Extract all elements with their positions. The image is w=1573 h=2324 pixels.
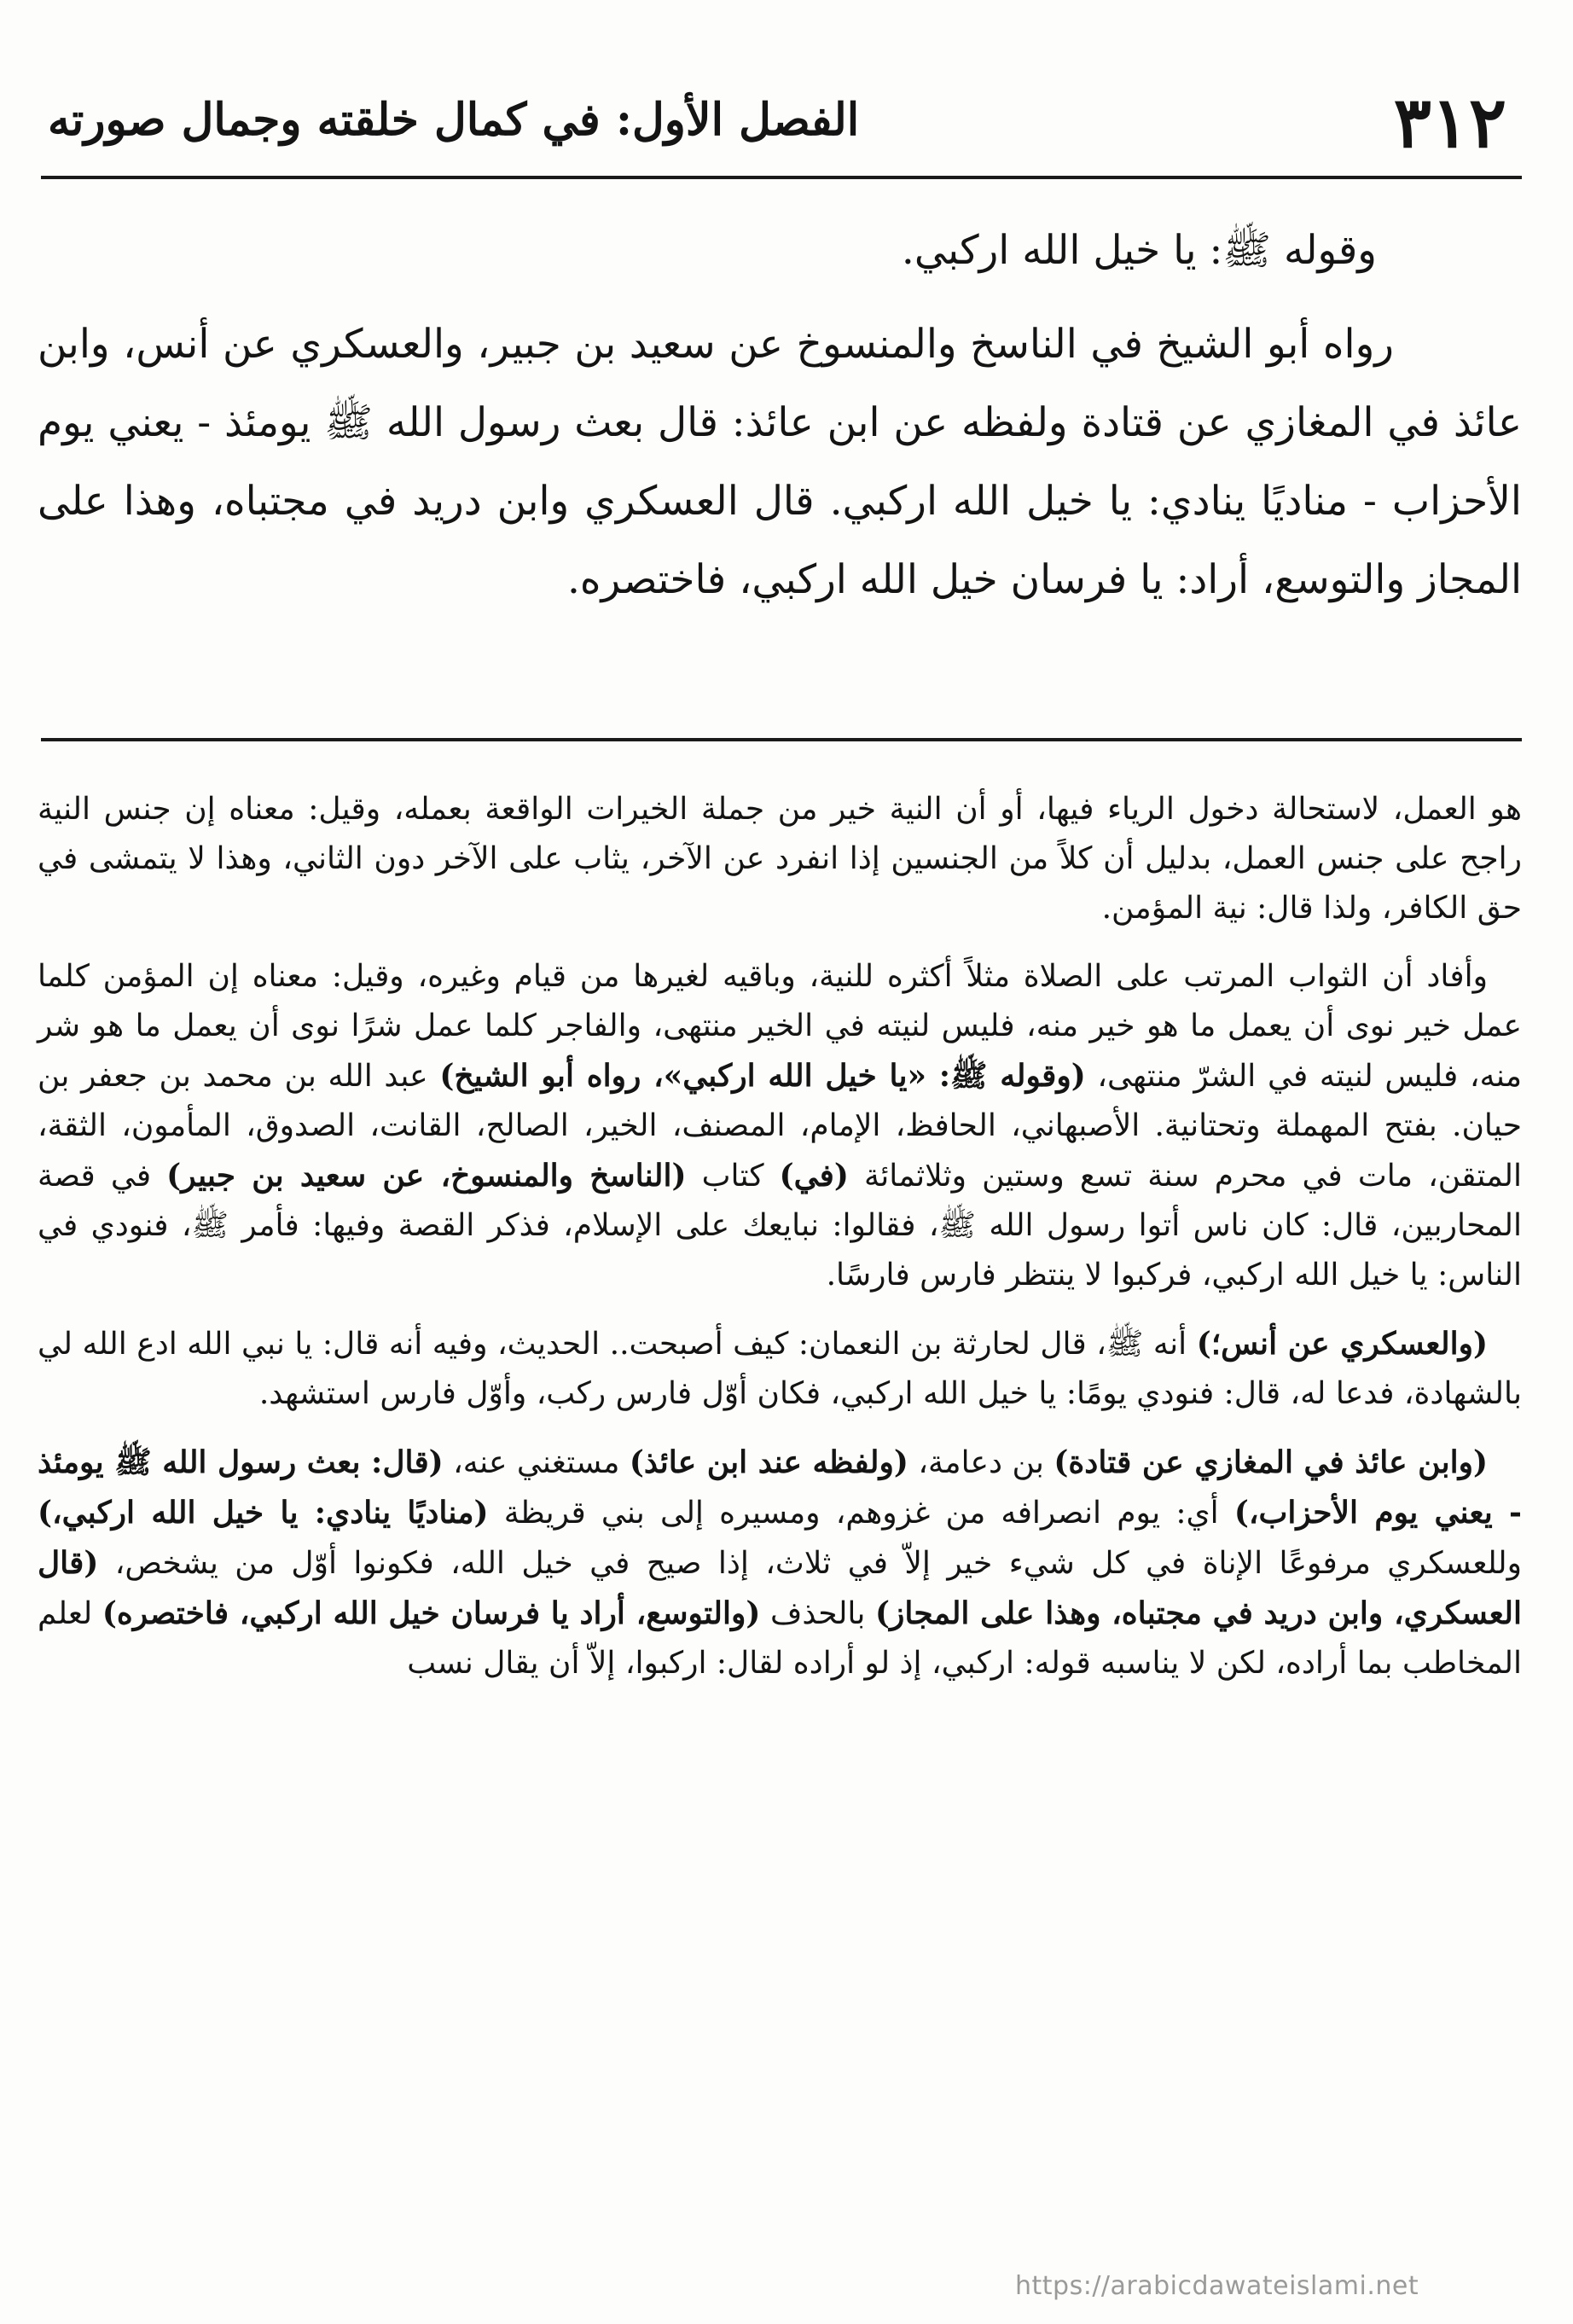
- text-run: وأفاد أن الثواب المرتب على الصلاة مثلاً أكثره للنية، وباقيه لغيرها من قيام وغيره، وقيل: معناه إن المؤمن كلما عمل خير نوى أن يعمل ما هو خير منه، فليس لنيته في الخير منتهى، والفاجر كلما عمل شرًا نوى أن يعمل ما هو شر منه، فليس لنيته في الشرّ منتهى،: [38, 959, 1523, 1094]
- chapter-title: الفصل الأول: في كمال خلقته وجمال صورته: [48, 94, 860, 146]
- page-header: [41, 82, 1522, 179]
- footnote-separator: [41, 738, 1522, 741]
- bold-run: (والعسكري عن أنس؛): [1196, 1326, 1488, 1362]
- bold-run: (قال: بعث رسول الله ﷺ يومئذ - يعني يوم الأحزاب،): [38, 1444, 1522, 1531]
- main-text-body: [38, 305, 1522, 619]
- commentary-paragraph-4: [38, 1438, 1522, 1688]
- bold-run: (قال العسكري، وابن دريد في مجتباه، وهذا على المجاز): [38, 1545, 1523, 1631]
- text-run: وللعسكري مرفوعًا الإناة في كل شيء خير إلاّ في ثلاث، إذا صيح في خيل الله، فكونوا أوّل من يشخص،: [98, 1546, 1522, 1581]
- bold-run: (وابن عائذ في المغازي عن قتادة): [1054, 1444, 1489, 1480]
- text-run: بن دعامة،: [908, 1445, 1054, 1480]
- bold-run: (وقوله ﷺ: «يا خيل الله اركبي»، رواه أبو الشيخ): [439, 1058, 1086, 1094]
- text-run: مستغني عنه،: [443, 1445, 630, 1480]
- commentary-section: [38, 785, 1522, 1707]
- main-text-top: [38, 212, 1377, 290]
- text-run: عبد الله بن محمد بن جعفر بن حيان. بفتح المهملة وتحتانية. الأصبهاني، الحافظ، الإمام، المصنف، الخير، الصالح، القانت، الصدوق، المأمون، الثقة، المتقن، مات في محرم سنة تسع وستين وثلاثمائة: [38, 1059, 1523, 1194]
- text-run: لعلم المخاطب بما أراده، لكن لا يناسبه قوله: اركبي، إذ لو أراده لقال: اركبوا، إلاّ أن يقال نسب: [38, 1596, 1522, 1681]
- main-quote-line: وقوله ﷺ: يا خيل الله اركبي.: [901, 227, 1377, 274]
- bold-run: (والتوسع، أراد يا فرسان خيل الله اركبي، فاختصره): [102, 1595, 761, 1631]
- text-run: أي: يوم انصرافه من غزوهم، ومسيره إلى بني قريظة: [488, 1496, 1234, 1531]
- text-run: بالحذف: [760, 1596, 876, 1631]
- commentary-paragraph-3: [38, 1319, 1522, 1419]
- commentary-paragraph-1: هو العمل، لاستحالة دخول الرياء فيها، أو أن النية خير من جملة الخيرات الواقعة بعمله، وقيل: معناه إن جنس النية راجح على جنس العمل، بدليل أن كلاً من الجنسين إذا انفرد عن الآخر، يثاب على الآخر دون الثاني، وهذا لا يتمشى في حق الكافر، ولذا قال: نية المؤمن.: [38, 792, 1522, 926]
- text-run: كتاب: [686, 1159, 780, 1194]
- bold-run: (ولفظه عند ابن عائذ): [629, 1444, 908, 1480]
- commentary-paragraph-2: [38, 952, 1522, 1300]
- text-run: أنه ﷺ، قال لحارثة بن النعمان: كيف أصبحت.. الحديث، وفيه أنه قال: يا نبي الله ادع الله لي بالشهادة، فدعا له، قال: فنودي يومًا: يا خيل الله اركبي، فكان أوّل فارس ركب، وأوّل فارس استشهد.: [38, 1327, 1522, 1411]
- main-paragraph: رواه أبو الشيخ في الناسخ والمنسوخ عن سعيد بن جبير، والعسكري عن أنس، وابن عائذ في المغازي عن قتادة ولفظه عن ابن عائذ: قال بعث رسول الله ﷺ يومئذ - يعني يوم الأحزاب - مناديًا ينادي: يا خيل الله اركبي. قال العسكري وابن دريد في مجتباه، وهذا على المجاز والتوسع، أراد: يا فرسان خيل الله اركبي، فاختصره.: [38, 321, 1522, 603]
- watermark-url: https://arabicdawateislami.net: [1015, 2271, 1419, 2301]
- text-run: في قصة المحاربين، قال: كان ناس أتوا رسول الله ﷺ، فقالوا: نبايعك على الإسلام، فذكر القصة وفيها: فأمر ﷺ، فنودي في الناس: يا خيل الله اركبي، فركبوا لا ينتظر فارس فارسًا.: [38, 1159, 1522, 1293]
- bold-run: (في): [779, 1158, 849, 1194]
- page-number: ٣١٢: [1393, 82, 1506, 164]
- bold-run: (مناديًا ينادي: يا خيل الله اركبي،): [38, 1495, 489, 1531]
- bold-run: (الناسخ والمنسوخ، عن سعيد بن جبير): [166, 1158, 687, 1194]
